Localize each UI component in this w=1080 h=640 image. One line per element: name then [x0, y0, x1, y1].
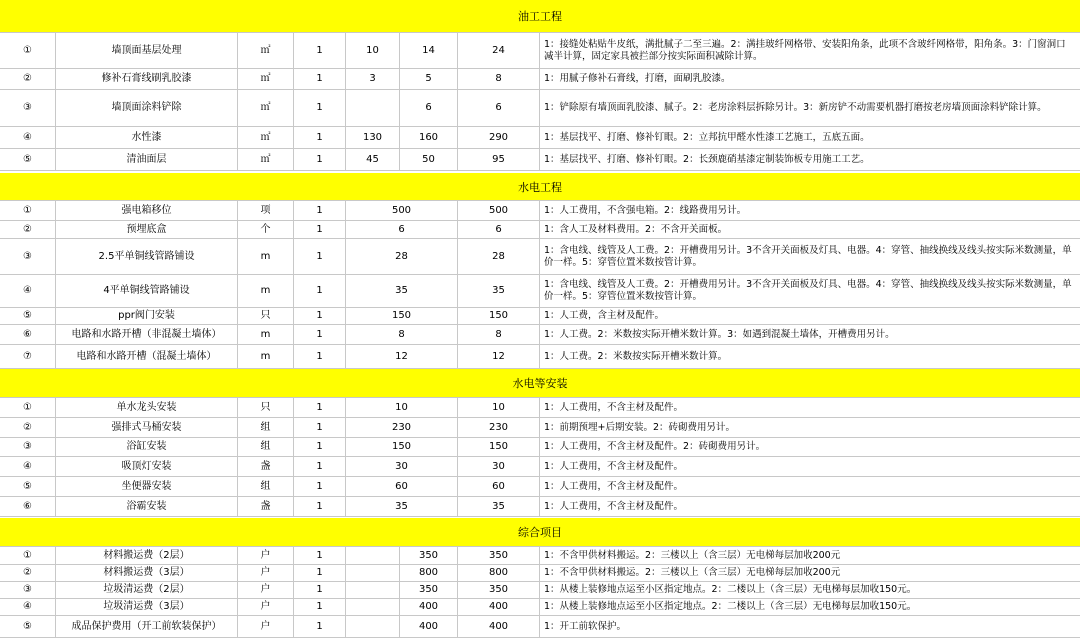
- table-row: [0, 582, 1080, 599]
- item-total: 8: [458, 69, 540, 89]
- item-unit: 只: [238, 308, 294, 324]
- item-total: 230: [458, 418, 540, 437]
- item-total: 95: [458, 149, 540, 170]
- item-note: 1：前期预埋+后期安装。2：砖砌费用另计。: [544, 421, 736, 433]
- table-row: [0, 616, 1080, 638]
- item-note: 1：用腻子修补石膏线，打磨，面刷乳胶漆。: [544, 73, 731, 84]
- row-index: ③: [0, 582, 56, 598]
- section-header-install: [0, 369, 1080, 398]
- item-quantity: 1: [294, 582, 346, 598]
- item-name: 电路和水路开槽（非混凝土墙体）: [56, 325, 238, 344]
- item-labor-price: 400: [400, 599, 458, 615]
- item-unit-price: 10: [346, 398, 458, 417]
- section-title: 油工工程: [518, 10, 562, 23]
- item-quantity: 1: [294, 275, 346, 307]
- item-unit-price: 60: [346, 477, 458, 496]
- item-note: 1：人工费用，不含主材及配件。: [544, 460, 684, 472]
- table-row: [0, 325, 1080, 345]
- item-unit: 组: [238, 477, 294, 496]
- row-index: ②: [0, 69, 56, 89]
- item-unit-price: 35: [346, 497, 458, 516]
- item-unit: 户: [238, 616, 294, 637]
- item-total: 12: [458, 345, 540, 368]
- table-row: [0, 418, 1080, 438]
- row-index: ⑦: [0, 345, 56, 368]
- item-total: 6: [458, 221, 540, 238]
- table-row: [0, 497, 1080, 517]
- item-quantity: 1: [294, 90, 346, 126]
- item-unit: 户: [238, 582, 294, 598]
- item-name: 2.5平单铜线管路铺设: [56, 239, 238, 274]
- item-unit: ㎡: [238, 127, 294, 148]
- item-note: 1：人工费用，不含主材及配件。: [544, 401, 684, 413]
- item-quantity: 1: [294, 477, 346, 496]
- row-index: ④: [0, 275, 56, 307]
- item-note: 1：人工费用，不含主材及配件。2：砖砌费用另计。: [544, 441, 766, 452]
- item-quantity: 1: [294, 438, 346, 456]
- item-name: 垃圾清运费（3层）: [56, 599, 238, 615]
- table-row: [0, 599, 1080, 616]
- item-note: 1：人工费用，不含主材及配件。: [544, 480, 684, 492]
- item-labor-price: 50: [400, 149, 458, 170]
- item-unit: 个: [238, 221, 294, 238]
- row-index: ③: [0, 239, 56, 274]
- table-row: [0, 398, 1080, 418]
- item-material-price: 45: [346, 149, 400, 170]
- item-unit-price: 8: [346, 325, 458, 344]
- section-title: 水电等安装: [512, 377, 568, 390]
- item-unit: 盏: [238, 457, 294, 476]
- item-unit: 户: [238, 599, 294, 615]
- section-header-misc: [0, 518, 1080, 547]
- item-total: 6: [458, 90, 540, 126]
- item-unit: m: [238, 325, 294, 344]
- item-unit: 户: [238, 547, 294, 564]
- item-material-price: 3: [346, 69, 400, 89]
- item-name: 浴霸安装: [56, 497, 238, 516]
- item-unit: m: [238, 239, 294, 274]
- item-labor-price: 5: [400, 69, 458, 89]
- item-total: 35: [458, 497, 540, 516]
- item-unit: m: [238, 275, 294, 307]
- item-unit-price: 230: [346, 418, 458, 437]
- section-title: 综合项目: [518, 526, 562, 539]
- row-index: ①: [0, 547, 56, 564]
- item-quantity: 1: [294, 127, 346, 148]
- item-unit-price: 150: [346, 308, 458, 324]
- row-index: ⑤: [0, 477, 56, 496]
- table-row: [0, 345, 1080, 369]
- item-total: 400: [458, 599, 540, 615]
- item-unit-price: 150: [346, 438, 458, 456]
- item-name: 浴缸安装: [56, 438, 238, 456]
- item-note: 1：人工费用，不含强电箱。2：线路费用另计。: [544, 204, 747, 216]
- item-unit: 组: [238, 438, 294, 456]
- item-note: 1：基层找平、打磨、修补钉眼。2：长颈鹿硝基漆定制装饰板专用施工工艺。: [544, 153, 870, 165]
- item-note: 1：不含甲供材料搬运。2：三楼以上（含三层）无电梯每层加收200元: [544, 567, 841, 578]
- item-unit: 只: [238, 398, 294, 417]
- item-material-price: [346, 90, 400, 126]
- item-name: 材料搬运费（3层）: [56, 565, 238, 581]
- item-unit-price: 6: [346, 221, 458, 238]
- item-total: 30: [458, 457, 540, 476]
- section-header-plumb: [0, 173, 1080, 201]
- item-name: 材料搬运费（2层）: [56, 547, 238, 564]
- item-quantity: 1: [294, 457, 346, 476]
- item-note: 1：开工前软保护。: [544, 620, 627, 632]
- row-index: ②: [0, 418, 56, 437]
- row-index: ⑤: [0, 308, 56, 324]
- row-index: ①: [0, 201, 56, 220]
- item-total: 35: [458, 275, 540, 307]
- item-labor-price: 160: [400, 127, 458, 148]
- item-note: 1：铲除原有墙顶面乳胶漆、腻子。2：老房涂料层拆除另计。3：新房铲不动需要机器打磨按老房墙顶面涂料铲除计算。: [544, 102, 1047, 113]
- item-name: ppr阀门安装: [56, 308, 238, 324]
- item-material-price: 10: [346, 33, 400, 68]
- item-total: 28: [458, 239, 540, 274]
- item-note: 1：人工费用，不含主材及配件。: [544, 500, 684, 512]
- table-row: [0, 221, 1080, 239]
- item-name: 垃圾清运费（2层）: [56, 582, 238, 598]
- item-quantity: 1: [294, 547, 346, 564]
- item-labor-price: 400: [400, 616, 458, 637]
- item-unit: 项: [238, 201, 294, 220]
- item-note: 1：人工费，含主材及配件。: [544, 310, 665, 321]
- item-note: 1：不含甲供材料搬运。2：三楼以上（含三层）无电梯每层加收200元: [544, 549, 841, 561]
- item-name: 强排式马桶安装: [56, 418, 238, 437]
- item-total: 10: [458, 398, 540, 417]
- item-total: 500: [458, 201, 540, 220]
- row-index: ③: [0, 438, 56, 456]
- item-material-price: [346, 599, 400, 615]
- item-total: 290: [458, 127, 540, 148]
- item-quantity: 1: [294, 325, 346, 344]
- table-row: [0, 308, 1080, 325]
- item-quantity: 1: [294, 345, 346, 368]
- table-row: [0, 127, 1080, 149]
- item-total: 60: [458, 477, 540, 496]
- item-quantity: 1: [294, 201, 346, 220]
- row-index: ③: [0, 90, 56, 126]
- item-quantity: 1: [294, 149, 346, 170]
- item-unit: ㎡: [238, 69, 294, 89]
- item-quantity: 1: [294, 239, 346, 274]
- row-index: ②: [0, 565, 56, 581]
- item-unit-price: 30: [346, 457, 458, 476]
- table-row: [0, 477, 1080, 497]
- table-row: [0, 90, 1080, 127]
- item-material-price: 130: [346, 127, 400, 148]
- item-unit: m: [238, 345, 294, 368]
- section-title: 水电工程: [518, 180, 562, 194]
- item-labor-price: 14: [400, 33, 458, 68]
- item-unit: 组: [238, 418, 294, 437]
- item-name: 成品保护费用（开工前软装保护）: [56, 616, 238, 637]
- item-note: 1：含电线、线管及人工费。2：开槽费用另计。3不含开关面板及灯具、电器。4：穿管、抽线换线及线头按实际米数测量，单价一样。5：穿管位置米数按管计算。: [544, 244, 1072, 268]
- item-note: 1：从楼上装修地点运至小区指定地点。2：二楼以上（含三层）无电梯每层加收150元。: [544, 584, 917, 595]
- item-unit: 盏: [238, 497, 294, 516]
- item-unit: ㎡: [238, 90, 294, 126]
- item-quantity: 1: [294, 308, 346, 324]
- item-name: 墙顶面基层处理: [56, 33, 238, 68]
- item-note: 1：含电线、线管及人工费。2：开槽费用另计。3不含开关面板及灯具、电器。4：穿管、抽线换线及线头按实际米数测量，单价一样。5：穿管位置米数按管计算。: [544, 279, 1072, 302]
- section-header-oil: [0, 0, 1080, 33]
- table-row: [0, 547, 1080, 565]
- item-name: 修补石膏线刷乳胶漆: [56, 69, 238, 89]
- item-unit-price: 35: [346, 275, 458, 307]
- item-quantity: 1: [294, 599, 346, 615]
- item-note: 1：含人工及材料费用。2：不含开关面板。: [544, 223, 728, 235]
- item-quantity: 1: [294, 418, 346, 437]
- item-quantity: 1: [294, 497, 346, 516]
- item-labor-price: 6: [400, 90, 458, 126]
- item-material-price: [346, 582, 400, 598]
- item-quantity: 1: [294, 221, 346, 238]
- item-note: 1：接缝处粘贴牛皮纸，满批腻子二至三遍。2：满挂玻纤网格带、安装阳角条，此项不含玻纤网格带，阳角条。3：门窗洞口减半计算，固定家具被拦部分按实际面积减除计算。: [544, 38, 1066, 62]
- item-material-price: [346, 616, 400, 637]
- item-quantity: 1: [294, 616, 346, 637]
- item-note: 1：基层找平、打磨、修补钉眼。2：立邦抗甲醛水性漆工艺施工，五底五面。: [544, 131, 870, 143]
- table-row: [0, 33, 1080, 69]
- row-index: ④: [0, 599, 56, 615]
- item-quantity: 1: [294, 69, 346, 89]
- item-total: 400: [458, 616, 540, 637]
- item-unit-price: 28: [346, 239, 458, 274]
- item-total: 150: [458, 438, 540, 456]
- item-total: 350: [458, 547, 540, 564]
- row-index: ④: [0, 127, 56, 148]
- table-row: [0, 565, 1080, 582]
- item-material-price: [346, 547, 400, 564]
- item-name: 强电箱移位: [56, 201, 238, 220]
- row-index: ⑥: [0, 325, 56, 344]
- item-total: 8: [458, 325, 540, 344]
- item-quantity: 1: [294, 565, 346, 581]
- table-row: [0, 201, 1080, 221]
- item-total: 800: [458, 565, 540, 581]
- row-index: ⑤: [0, 149, 56, 170]
- item-note: 1：从楼上装修地点运至小区指定地点。2：二楼以上（含三层）无电梯每层加收150元。: [544, 601, 917, 612]
- item-unit: ㎡: [238, 33, 294, 68]
- item-total: 150: [458, 308, 540, 324]
- table-row: [0, 239, 1080, 275]
- item-unit: ㎡: [238, 149, 294, 170]
- table-row: [0, 438, 1080, 457]
- item-name: 坐便器安装: [56, 477, 238, 496]
- item-note: 1：人工费。2：米数按实际开槽米数计算。3：如遇到混凝土墙体，开槽费用另计。: [544, 328, 895, 340]
- item-total: 24: [458, 33, 540, 68]
- table-row: [0, 457, 1080, 477]
- item-quantity: 1: [294, 398, 346, 417]
- item-labor-price: 350: [400, 582, 458, 598]
- item-labor-price: 800: [400, 565, 458, 581]
- item-name: 清油面层: [56, 149, 238, 170]
- item-total: 350: [458, 582, 540, 598]
- item-material-price: [346, 565, 400, 581]
- item-name: 预埋底盒: [56, 221, 238, 238]
- table-row: [0, 69, 1080, 90]
- item-unit: 户: [238, 565, 294, 581]
- item-name: 墙顶面涂料铲除: [56, 90, 238, 126]
- item-name: 吸顶灯安装: [56, 457, 238, 476]
- row-index: ②: [0, 221, 56, 238]
- row-index: ①: [0, 33, 56, 68]
- item-unit-price: 500: [346, 201, 458, 220]
- item-quantity: 1: [294, 33, 346, 68]
- row-index: ④: [0, 457, 56, 476]
- row-index: ⑥: [0, 497, 56, 516]
- row-index: ⑤: [0, 616, 56, 637]
- table-row: [0, 149, 1080, 171]
- row-index: ①: [0, 398, 56, 417]
- item-labor-price: 350: [400, 547, 458, 564]
- item-note: 1：人工费。2：米数按实际开槽米数计算。: [544, 350, 728, 362]
- item-name: 电路和水路开槽（混凝土墙体）: [56, 345, 238, 368]
- item-unit-price: 12: [346, 345, 458, 368]
- item-name: 单水龙头安装: [56, 398, 238, 417]
- item-name: 水性漆: [56, 127, 238, 148]
- table-row: [0, 275, 1080, 308]
- item-name: 4平单铜线管路铺设: [56, 275, 238, 307]
